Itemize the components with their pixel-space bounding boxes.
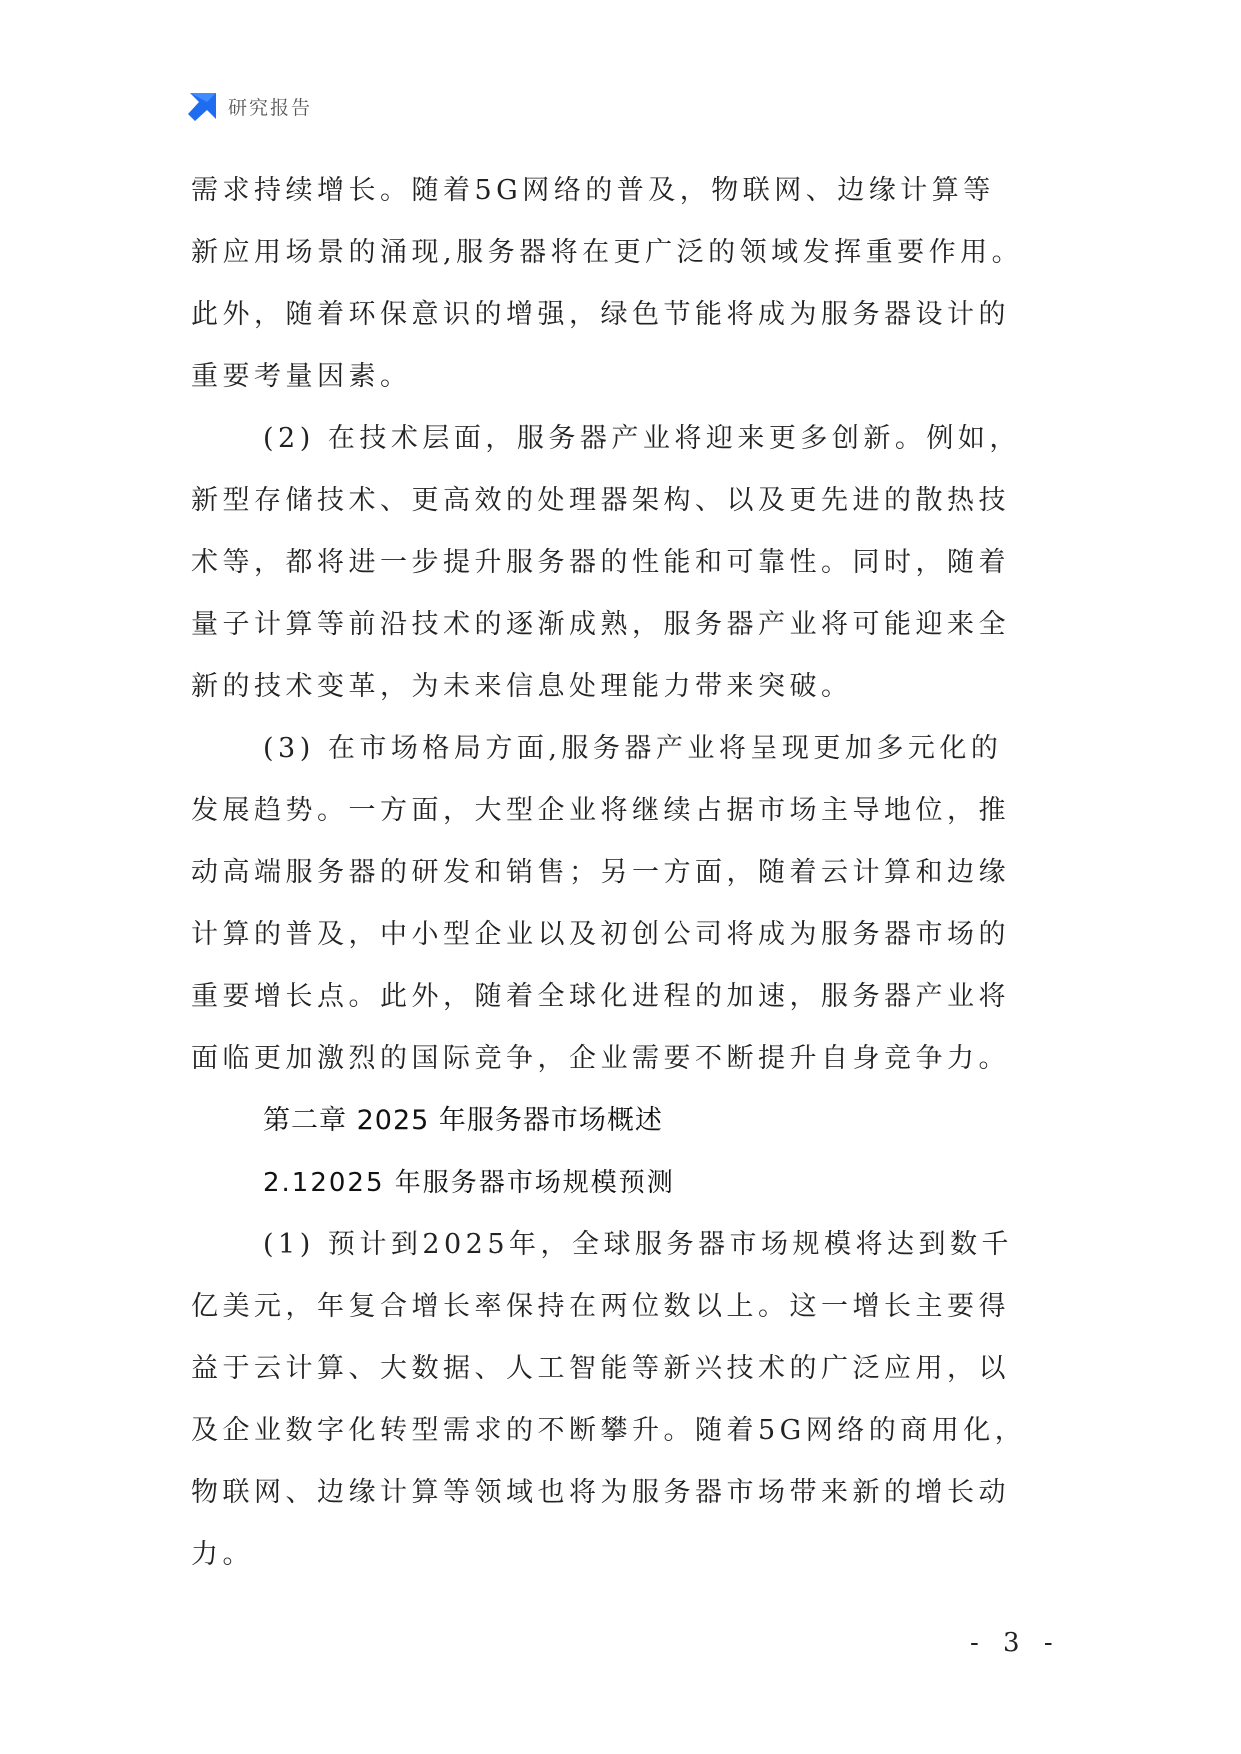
document-body <box>191 160 1091 1586</box>
paragraph-1-line-4: 重要考量因素。 <box>191 361 412 392</box>
paragraph-4-line-5: 物联网、边缘计算等领域也将为服务器市场带来新的增长动 <box>191 1477 1010 1508</box>
paragraph-4-line-1: (1) 预计到2025年，全球服务器市场规模将达到数千 <box>263 1229 1014 1260</box>
paragraph-1-line-3: 此外，随着环保意识的增强，绿色节能将成为服务器设计的 <box>191 299 1010 330</box>
section-heading: 2.12025 年服务器市场规模预测 <box>263 1168 675 1198</box>
page-number: - 3 - <box>970 1628 1061 1658</box>
paragraph-4-line-4: 及企业数字化转型需求的不断攀升。随着5G网络的商用化， <box>191 1415 1027 1446</box>
paragraph-3-line-2: 发展趋势。一方面，大型企业将继续占据市场主导地位，推 <box>191 795 1010 826</box>
report-header <box>188 90 312 122</box>
paragraph-4-line-3: 益于云计算、大数据、人工智能等新兴技术的广泛应用，以 <box>191 1353 1010 1384</box>
paragraph-4-line-6: 力。 <box>191 1539 254 1570</box>
paragraph-1-line-2: 新应用场景的涌现,服务器将在更广泛的领域发挥重要作用。 <box>191 237 1024 268</box>
report-title: 研究报告 <box>228 96 313 119</box>
paragraph-2-line-4: 量子计算等前沿技术的逐渐成熟，服务器产业将可能迎来全 <box>191 609 1010 640</box>
paragraph-3-line-6: 面临更加激烈的国际竞争，企业需要不断提升自身竞争力。 <box>191 1043 1010 1074</box>
paragraph-3-line-5: 重要增长点。此外，随着全球化进程的加速，服务器产业将 <box>191 981 1010 1012</box>
paragraph-4-line-2: 亿美元，年复合增长率保持在两位数以上。这一增长主要得 <box>191 1291 1010 1322</box>
paragraph-1-line-1: 需求持续增长。随着5G网络的普及，物联网、边缘计算等 <box>191 175 995 206</box>
paragraph-2-line-1: (2) 在技术层面，服务器产业将迎来更多创新。例如， <box>263 423 1021 454</box>
chapter-heading: 第二章 2025 年服务器市场概述 <box>263 1105 663 1136</box>
paragraph-2-line-3: 术等，都将进一步提升服务器的性能和可靠性。同时，随着 <box>191 547 1010 578</box>
arrow-up-right-logo-icon <box>188 91 218 121</box>
paragraph-3-line-1: (3) 在市场格局方面,服务器产业将呈现更加多元化的 <box>263 733 1003 764</box>
paragraph-3-line-3: 动高端服务器的研发和销售；另一方面，随着云计算和边缘 <box>191 857 1010 888</box>
paragraph-2-line-5: 新的技术变革，为未来信息处理能力带来突破。 <box>191 671 853 702</box>
paragraph-3-line-4: 计算的普及，中小型企业以及初创公司将成为服务器市场的 <box>191 919 1010 950</box>
paragraph-2-line-2: 新型存储技术、更高效的处理器架构、以及更先进的散热技 <box>191 485 1010 516</box>
